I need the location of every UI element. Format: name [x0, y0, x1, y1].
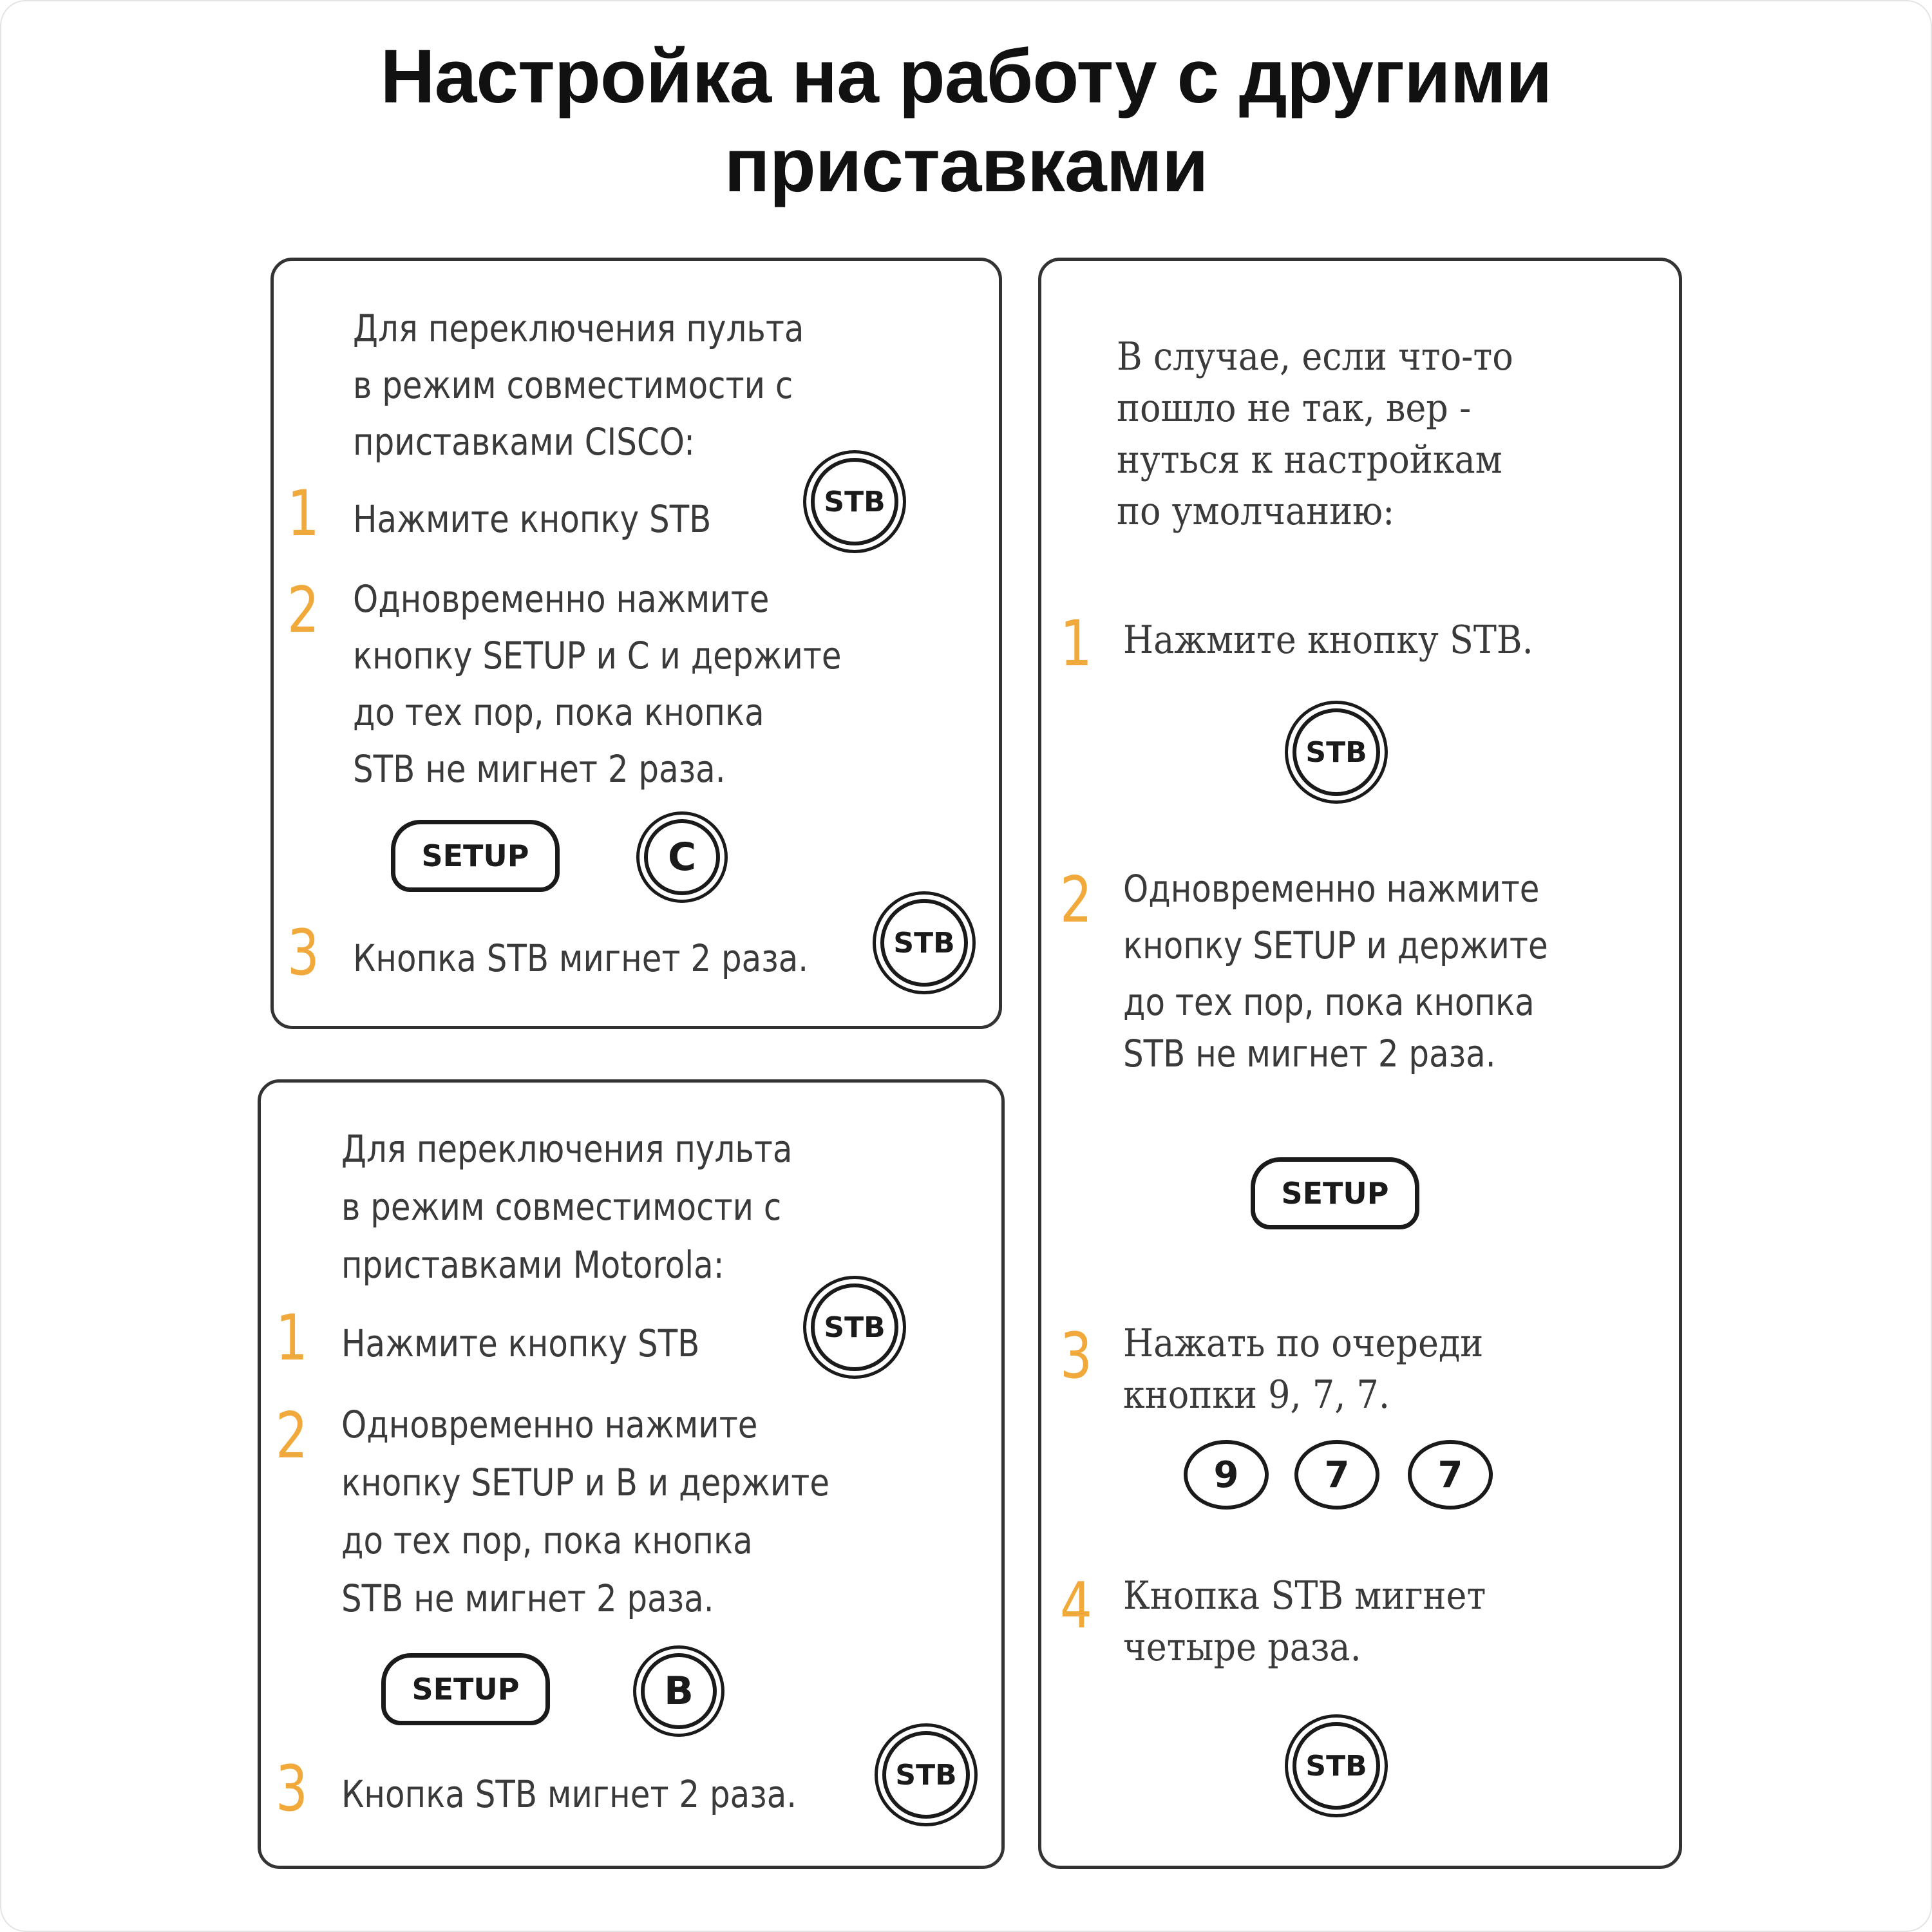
- reset-digit-7-icon: 7: [1294, 1440, 1379, 1510]
- reset-step-2-number: 2: [1060, 864, 1092, 937]
- cisco-step-2-number: 2: [287, 574, 319, 647]
- cisco-stb-confirm-icon: STB: [880, 899, 968, 987]
- cisco-stb-button-icon: STB: [811, 458, 898, 545]
- motorola-step-2-line-3: до тех пор, пока кнопка: [341, 1519, 753, 1562]
- reset-step-3-number: 3: [1060, 1320, 1092, 1393]
- reset-step-3-line-2: кнопки 9, 7, 7.: [1123, 1372, 1390, 1417]
- motorola-setup-button-icon: SETUP: [381, 1653, 550, 1725]
- reset-setup-button-icon: SETUP: [1251, 1157, 1419, 1229]
- motorola-intro-line-2: в режим совместимости с: [341, 1185, 782, 1229]
- motorola-step-2-number: 2: [276, 1399, 308, 1473]
- motorola-stb-button-icon: STB: [811, 1283, 898, 1371]
- reset-step-2-line-2: кнопку SETUP и держите: [1123, 923, 1548, 967]
- reset-intro-line-1: В случае, если что-то: [1117, 334, 1513, 379]
- reset-intro-line-4: по умолчанию:: [1117, 489, 1395, 534]
- cisco-step-2-line-2: кнопку SETUP и C и держите: [353, 634, 842, 677]
- page-title-line-2: приставками: [724, 123, 1208, 208]
- reset-step-2-line-4: STB не мигнет 2 раза.: [1123, 1032, 1496, 1075]
- motorola-b-button-icon: B: [641, 1653, 717, 1729]
- reset-intro-line-3: нуться к настройкам: [1117, 437, 1502, 482]
- cisco-step-1-text: Нажмите кнопку STB: [353, 497, 712, 541]
- reset-stb-button-icon: STB: [1293, 708, 1380, 796]
- motorola-step-2-line-1: Одновременно нажмите: [341, 1403, 758, 1446]
- reset-step-1-text: Нажмите кнопку STB.: [1123, 618, 1533, 663]
- reset-step-2-line-1: Одновременно нажмите: [1123, 867, 1540, 911]
- reset-step-3-line-1: Нажать по очереди: [1123, 1321, 1484, 1366]
- cisco-step-1-number: 1: [287, 477, 319, 551]
- motorola-step-1-text: Нажмите кнопку STB: [341, 1321, 700, 1365]
- reset-digit-7-second-icon: 7: [1408, 1440, 1493, 1510]
- cisco-step-3-text: Кнопка STB мигнет 2 раза.: [353, 936, 809, 980]
- cisco-step-2-line-3: до тех пор, пока кнопка: [353, 690, 764, 734]
- motorola-intro-line-3: приставками Motorola:: [341, 1243, 724, 1287]
- motorola-stb-confirm-icon: STB: [882, 1731, 970, 1819]
- reset-step-1-number: 1: [1060, 607, 1092, 681]
- motorola-step-3-number: 3: [276, 1752, 308, 1826]
- cisco-step-2-line-4: STB не мигнет 2 раза.: [353, 747, 726, 791]
- page-title: [0, 32, 1932, 210]
- page-title-line-1: Настройка на работу с другими: [380, 34, 1552, 119]
- motorola-step-2-line-2: кнопку SETUP и B и держите: [341, 1461, 830, 1504]
- cisco-intro-line-1: Для переключения пульта: [353, 307, 804, 350]
- reset-digit-9-icon: 9: [1184, 1440, 1269, 1510]
- reset-intro-line-2: пошло не так, вер -: [1117, 386, 1472, 431]
- motorola-step-1-number: 1: [276, 1302, 308, 1375]
- cisco-step-2-line-1: Одновременно нажмите: [353, 577, 770, 621]
- cisco-intro-line-2: в режим совместимости с: [353, 363, 793, 407]
- motorola-step-3-text: Кнопка STB мигнет 2 раза.: [341, 1772, 797, 1816]
- reset-stb-confirm-icon: STB: [1293, 1722, 1380, 1810]
- reset-step-4-line-2: четыре раза.: [1123, 1625, 1361, 1670]
- cisco-setup-button-icon: SETUP: [391, 820, 560, 892]
- reset-step-2-line-3: до тех пор, пока кнопка: [1123, 980, 1535, 1024]
- motorola-step-2-line-4: STB не мигнет 2 раза.: [341, 1577, 714, 1620]
- reset-step-4-line-1: Кнопка STB мигнет: [1123, 1573, 1486, 1618]
- cisco-step-3-number: 3: [287, 916, 319, 990]
- motorola-intro-line-1: Для переключения пульта: [341, 1127, 793, 1171]
- reset-step-4-number: 4: [1060, 1569, 1092, 1643]
- cisco-c-button-icon: C: [644, 819, 720, 895]
- cisco-intro-line-3: приставками CISCO:: [353, 420, 695, 464]
